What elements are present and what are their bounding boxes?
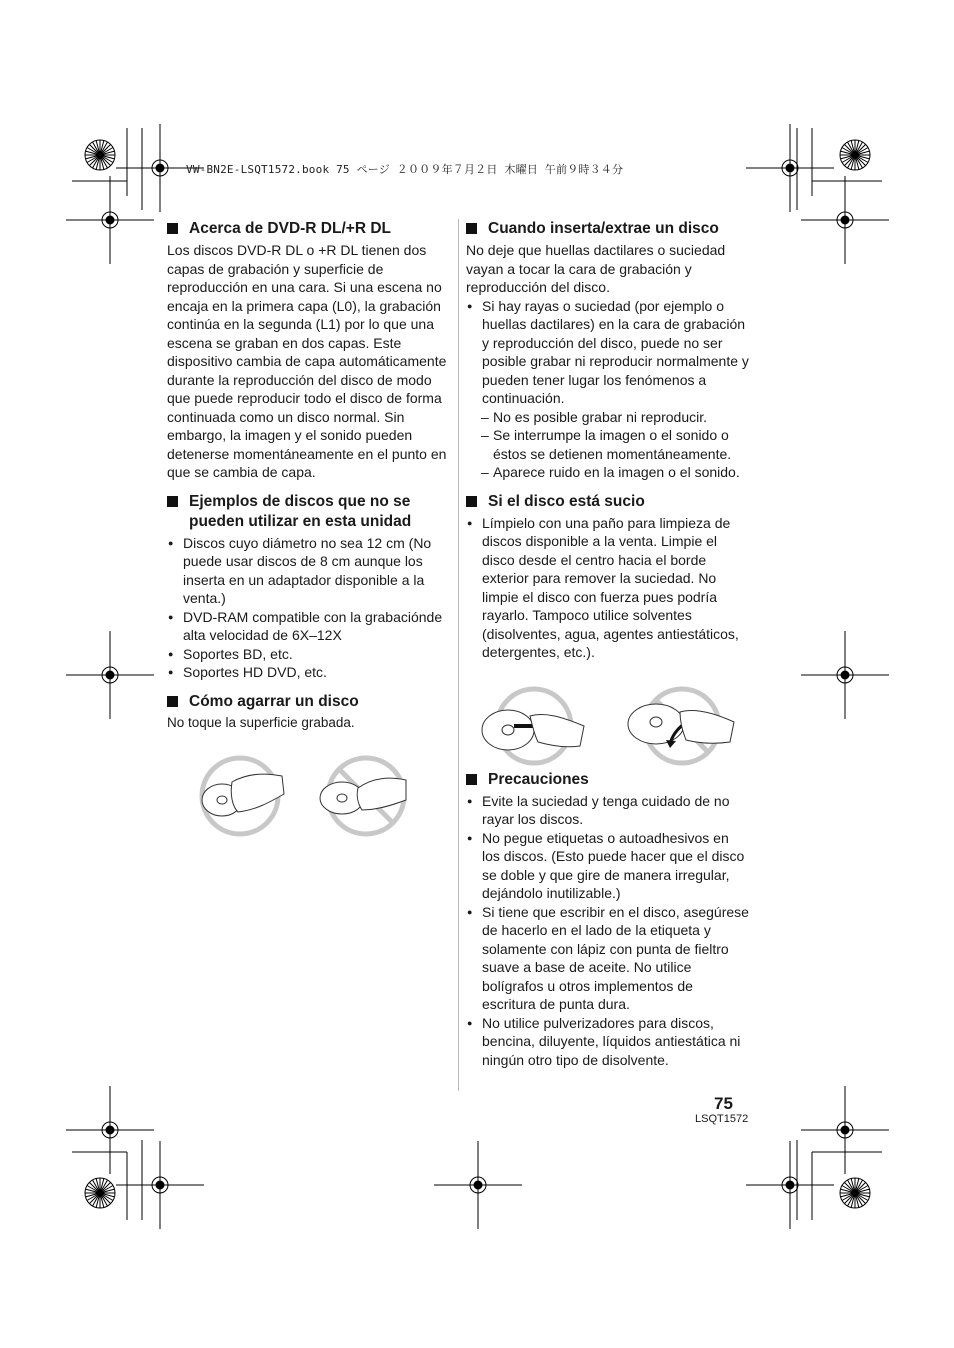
crosshair-mark-icon xyxy=(746,124,834,212)
section-title-dirty-disc: Si el disco está sucio xyxy=(466,492,750,512)
square-bullet-icon xyxy=(167,496,178,507)
paragraph-holding-disc: No toque la superficie grabada. xyxy=(167,714,355,730)
list-item: ● Si tiene que escribir en el disco, asegúrese de hacerlo en el lado de la etiqueta y solamente con lápiz con punta de fieltro suave a base de aceite. No utilice bolígrafos u otros implementos de escritura de punta dura. xyxy=(466,903,750,1014)
list-item: ● No utilice pulverizadores para discos, bencina, diluyente, líquidos antiestática ni ningún otro tipo de disolvente. xyxy=(466,1014,750,1070)
crosshair-mark-icon xyxy=(801,1086,889,1174)
right-column xyxy=(466,219,750,1069)
insert-remove-list xyxy=(466,297,750,482)
crosshair-mark-icon xyxy=(66,1086,154,1174)
unusable-discs-list xyxy=(167,534,451,682)
list-item: ● DVD-RAM compatible con la grabaciónde alta velocidad de 6X–12X xyxy=(167,608,451,645)
crosshair-mark-icon xyxy=(66,176,154,264)
crosshair-mark-icon xyxy=(801,176,889,264)
book-header-line: VW-BN2E-LSQT1572.book 75 ページ ２００９年７月２日 木曜日 午前９時３４分 xyxy=(186,163,624,176)
registration-wheel-icon xyxy=(85,140,115,170)
list-item: ● Soportes HD DVD, etc. xyxy=(167,663,451,682)
crosshair-mark-icon xyxy=(116,1141,204,1229)
paragraph-insert-remove: No deje que huellas dactilares o suciedad vayan a tocar la cara de grabación y reproducción del disco. xyxy=(466,242,726,295)
crosshair-mark-icon xyxy=(66,631,154,719)
dirty-disc-list xyxy=(466,514,750,662)
disc-holding-correct-illustration xyxy=(196,754,296,838)
paragraph-dvd-r-dl: Los discos DVD-R DL o +R DL tienen dos capas de grabación y superficie de reproducción en una cara. Si una escena no encaja en la primera capa (L0), la grabación continúa en la segunda (L1) por lo que una escena se graban en dos capas. Este dispositivo cambia de capa automáticamente durante la reproducción del disco de modo que puede reproducir todo el disco de forma continuada como un disco normal. Sin embargo, la imagen y el sonido pueden detenerse momentáneamente en el punto en que se cambia de capa. xyxy=(167,242,447,480)
registration-wheel-icon xyxy=(85,1178,115,1208)
section-title-dvd-r-dl: Acerca de DVD-R DL/+R DL xyxy=(167,219,451,239)
list-item: – No es posible grabar ni reproducir. xyxy=(466,408,750,427)
list-item: ● Discos cuyo diámetro no sea 12 cm (No puede usar discos de 8 cm aunque los inserta en un adaptador disponible a la venta.) xyxy=(167,534,451,608)
registration-wheel-icon xyxy=(840,1178,870,1208)
section-title-holding-disc: Cómo agarrar un disco xyxy=(167,692,451,712)
column-divider xyxy=(458,219,459,1091)
square-bullet-icon xyxy=(466,774,477,785)
section-title-insert-remove: Cuando inserta/extrae un disco xyxy=(466,219,750,239)
page-code: LSQT1572 xyxy=(695,1113,749,1125)
list-item: ● Soportes BD, etc. xyxy=(167,645,451,664)
disc-cleaning-incorrect-illustration xyxy=(626,686,738,770)
section-title-unusable-discs: Ejemplos de discos que no se pueden utilizar en esta unidad xyxy=(167,492,451,532)
left-column xyxy=(167,219,451,732)
crosshair-mark-icon xyxy=(801,631,889,719)
square-bullet-icon xyxy=(466,496,477,507)
crosshair-mark-icon xyxy=(746,1141,834,1229)
list-item: ● Si hay rayas o suciedad (por ejemplo o huellas dactilares) en la cara de grabación y reproducción del disco, puede no ser posible grabar ni reproducir normalmente y pueden tener lugar los fenómenos a continuación. xyxy=(466,297,750,408)
list-item: – Aparece ruido en la imagen o el sonido. xyxy=(466,463,750,482)
list-item: – Se interrumpe la imagen o el sonido o éstos se detienen momentáneamente. xyxy=(466,426,750,463)
square-bullet-icon xyxy=(167,696,178,707)
list-item: ● Límpielo con una paño para limpieza de discos disponible a la venta. Limpie el disco desde el centro hacia el borde exterior para remover la suciedad. No limpie el disco con fuerza pues podría rayarlo. Tampoco utilice solventes (disolventes, agua, agentes antiestáticos, detergentes, etc.). xyxy=(466,514,750,662)
section-title-precautions: Precauciones xyxy=(466,770,750,790)
registration-wheel-icon xyxy=(840,140,870,170)
precautions-list xyxy=(466,792,750,1070)
square-bullet-icon xyxy=(167,223,178,234)
disc-holding-incorrect-illustration xyxy=(318,754,418,838)
page-number: 75 xyxy=(714,1094,733,1113)
disc-cleaning-correct-illustration xyxy=(480,686,590,770)
list-item: ● No pegue etiquetas o autoadhesivos en los discos. (Esto puede hacer que el disco se doble y que gire de manera irregular, dejándolo inutilizable.) xyxy=(466,829,750,903)
square-bullet-icon xyxy=(466,223,477,234)
list-item: ● Evite la suciedad y tenga cuidado de no rayar los discos. xyxy=(466,792,750,829)
crosshair-mark-icon xyxy=(434,1141,522,1229)
